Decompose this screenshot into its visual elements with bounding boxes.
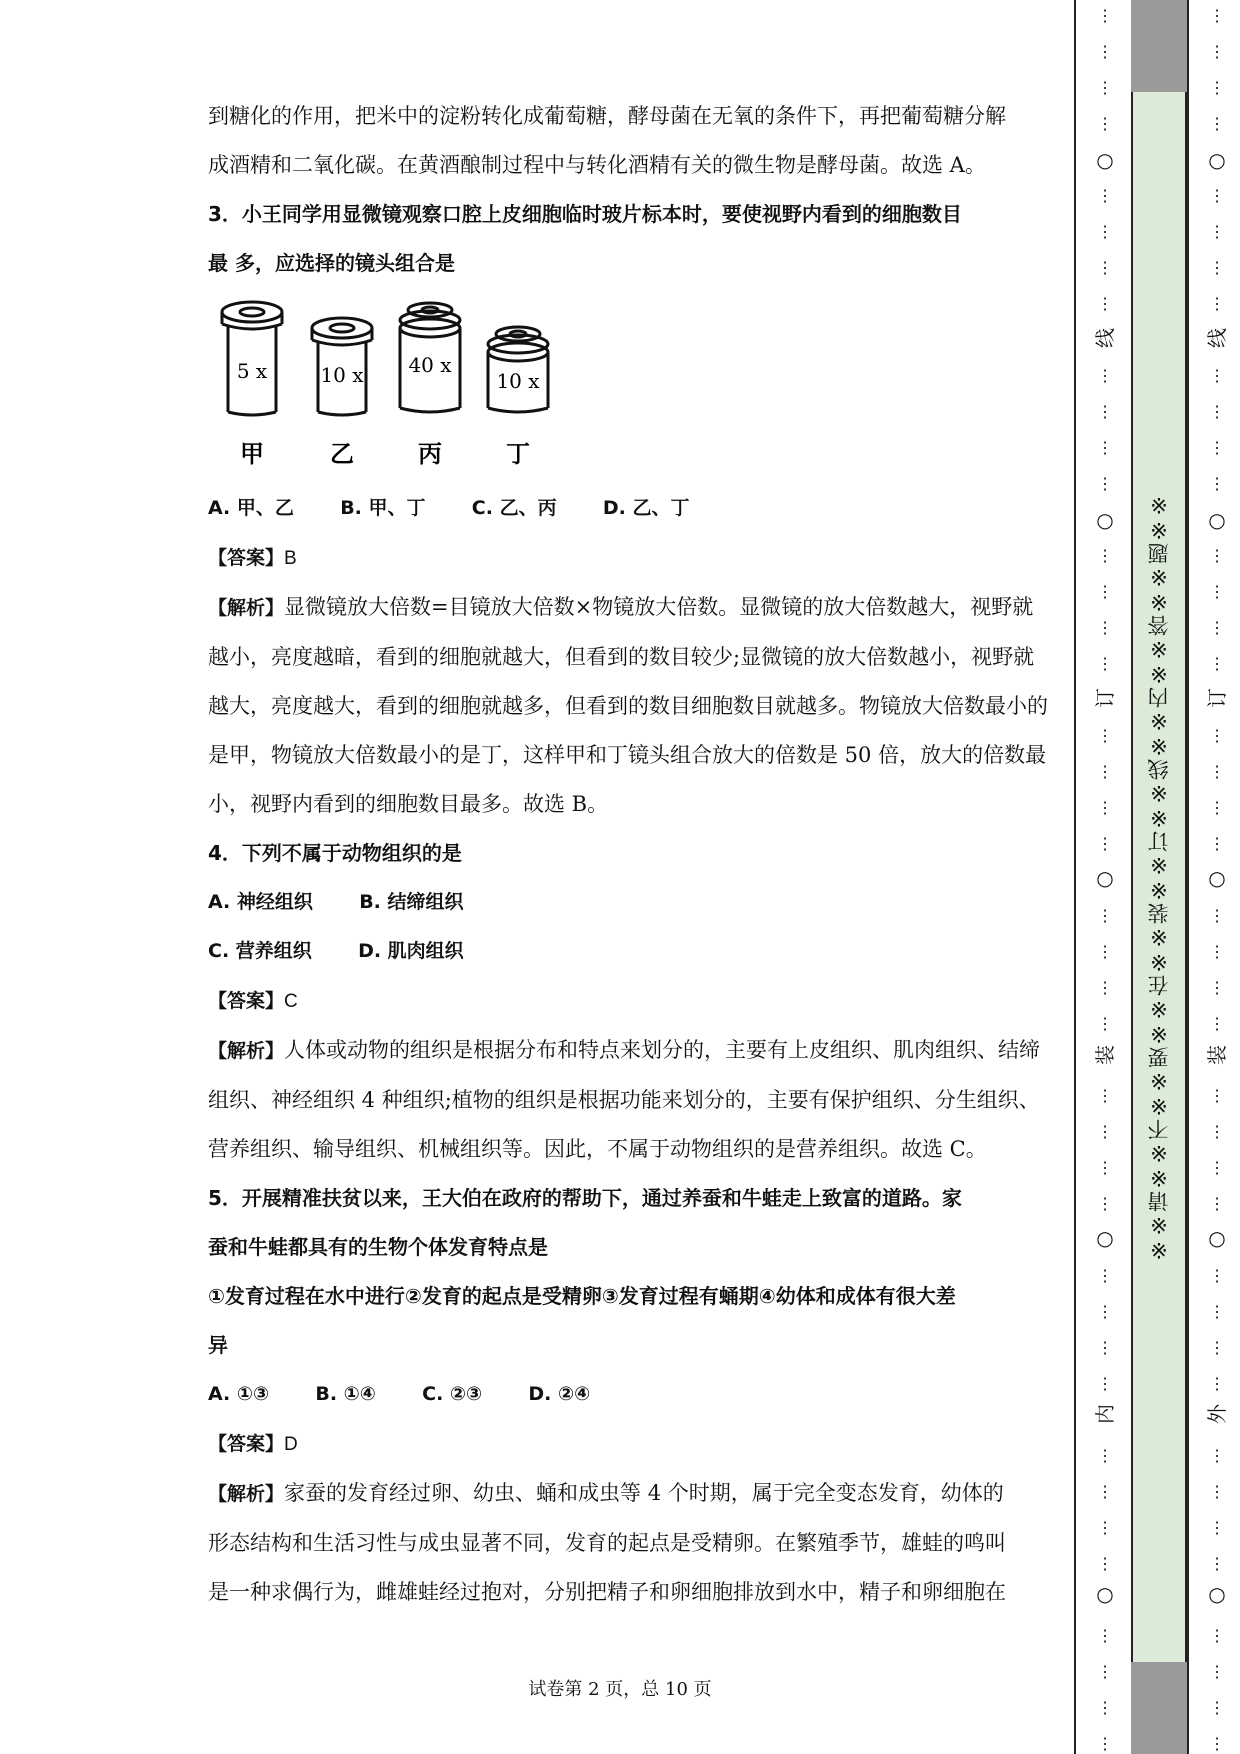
binding-inner-dots: ⋮ [1097, 1698, 1113, 1717]
binding-outer-dots: ⋮ [1209, 1374, 1225, 1393]
binding-inner-dots: ⋮ [1097, 474, 1113, 493]
binding-inner-dots: ⋮ [1097, 546, 1113, 565]
binding-outer-dots: ⋮ [1209, 1266, 1225, 1285]
binding-outer-dots: ⋮ [1209, 366, 1225, 385]
binding-outer-dots: ⋮ [1209, 186, 1225, 205]
q4-answer-value: C [284, 991, 298, 1012]
binding-inner-dots: ⋮ [1097, 294, 1113, 313]
lens-label-4: 丁 [506, 440, 530, 468]
binding-inner-dots: ⋮ [1097, 1086, 1113, 1105]
binding-outer-dots: ⋮ [1209, 978, 1225, 997]
binding-inner-label: 内 [1093, 1404, 1117, 1424]
lens-figure [212, 296, 572, 476]
binding-inner-dots: ⋮ [1097, 1518, 1113, 1537]
binding-inner-dots: ⋮ [1097, 762, 1113, 781]
q4-stem: 4．下列不属于动物组织的是 [208, 841, 462, 865]
q5-stem-3: ①发育过程在水中进行②发育的起点是受精卵③发育过程有蛹期④幼体和成体有很大差 [208, 1284, 956, 1308]
binding-inner-circle: ○ [1096, 508, 1114, 532]
binding-outer-dots: ⋮ [1209, 1698, 1225, 1717]
binding-outer-dots: ⋮ [1209, 1626, 1225, 1645]
binding-outer-dots: ⋮ [1209, 78, 1225, 97]
binding-inner-label: 装 [1093, 1045, 1117, 1065]
q5-answer-value: D [284, 1434, 298, 1455]
binding-inner-dots: ⋮ [1097, 978, 1113, 997]
binding-outer-label: 装 [1205, 1045, 1229, 1065]
binding-outer-dots: ⋮ [1209, 1158, 1225, 1177]
binding-outer-dots: ⋮ [1209, 798, 1225, 817]
intro-line-1: 到糖化的作用，把米中的淀粉转化成葡萄糖，酵母菌在无氧的条件下，再把葡萄糖分解 [208, 104, 1006, 128]
q5-analysis-2: 形态结构和生活习性与成虫显著不同，发育的起点是受精卵。在繁殖季节，雄蛙的鸣叫 [208, 1531, 1006, 1555]
q4-options-row-2: C. 营养组织 D. 肌肉组织 [208, 940, 464, 962]
binding-outer-circle: ○ [1208, 1582, 1226, 1606]
binding-inner-dots: ⋮ [1097, 1482, 1113, 1501]
binding-inner-dots: ⋮ [1097, 1194, 1113, 1213]
q5-analysis-text-1: 家蚕的发育经过卵、幼虫、蛹和成虫等 4 个时期，属于完全变态发育，幼体的 [284, 1481, 1004, 1505]
binding-outer-dots: ⋮ [1209, 294, 1225, 313]
q3-analysis [208, 583, 1048, 829]
q5-answer [208, 1419, 1048, 1469]
binding-warning-text: ※※请※※不※※要※※在※※装※※订※※线※※内※※答※※题※※ [1147, 492, 1171, 1262]
binding-outer-dots: ⋮ [1209, 906, 1225, 925]
binding-inner-dots: ⋮ [1097, 186, 1113, 205]
binding-inner-dots: ⋮ [1097, 1338, 1113, 1357]
binding-inner-dots: ⋮ [1097, 1014, 1113, 1033]
binding-outer-dots: ⋮ [1209, 1122, 1225, 1141]
binding-outer-dots: ⋮ [1209, 1302, 1225, 1321]
binding-inner-dots: ⋮ [1097, 114, 1113, 133]
binding-inner-dots: ⋮ [1097, 366, 1113, 385]
binding-outer-dots: ⋮ [1209, 1194, 1225, 1213]
binding-inner-circle: ○ [1096, 148, 1114, 172]
binding-outer-dots: ⋮ [1209, 42, 1225, 61]
lens-svg [212, 296, 572, 476]
q5-analysis-3: 是一种求偶行为，雌雄蛙经过抱对，分别把精子和卵细胞排放到水中，精子和卵细胞在 [208, 1580, 1006, 1604]
binding-outer-dots: ⋮ [1209, 726, 1225, 745]
lens-mag-1: 5 x [236, 359, 268, 383]
binding-inner-dots: ⋮ [1097, 1554, 1113, 1573]
binding-outer-dots: ⋮ [1209, 1482, 1225, 1501]
lens-label-1: 甲 [240, 440, 264, 468]
binding-outer-dots: ⋮ [1209, 1014, 1225, 1033]
binding-outer-dots: ⋮ [1209, 438, 1225, 457]
q3-stem-1: 3．小王同学用显微镜观察口腔上皮细胞临时玻片标本时，要使视野内看到的细胞数目 [208, 202, 962, 226]
binding-outer-circle: ○ [1208, 1226, 1226, 1250]
binding-outer-dots: ⋮ [1209, 1338, 1225, 1357]
q4-analysis-tag: 【解析】 [208, 1040, 285, 1062]
lens-mag-3: 40 x [408, 353, 452, 377]
page-content [208, 92, 1048, 1617]
binding-inner-dots: ⋮ [1097, 798, 1113, 817]
binding-inner-dots: ⋮ [1097, 1158, 1113, 1177]
binding-inner-dots: ⋮ [1097, 942, 1113, 961]
lens-mag-2: 10 x [320, 363, 364, 387]
binding-outer-dots: ⋮ [1209, 6, 1225, 25]
binding-inner-circle: ○ [1096, 1582, 1114, 1606]
q5-analysis-tag: 【解析】 [208, 1483, 285, 1505]
q3-options: A. 甲、乙 B. 甲、丁 C. 乙、丙 D. 乙、丁 [208, 497, 690, 519]
binding-inner-dots: ⋮ [1097, 1122, 1113, 1141]
q4-analysis [208, 1026, 1048, 1174]
binding-outer-dots: ⋮ [1209, 1662, 1225, 1681]
q3-analysis-text: 显微镜放大倍数=目镜放大倍数×物镜放大倍数。显微镜的放大倍数越大，视野就越小，亮度越暗，看到的细胞就越大，但看到的数目较少;显微镜的放大倍数越小，视野就越大，亮度越大，看到的细胞就越多，但看到的数目细胞数目就越多。物镜放大倍数最小的是甲，物镜放大倍数最小的是丁，这样甲和丁镜头组合放大的倍数是 50 倍，放大的倍数最小，视野内看到的细胞数目最多。故选 B。 [208, 595, 1048, 816]
binding-outer-dots: ⋮ [1209, 1734, 1225, 1753]
binding-outer-dots: ⋮ [1209, 546, 1225, 565]
binding-inner-dots: ⋮ [1097, 1734, 1113, 1753]
q3-stem-2: 最 多，应选择的镜头组合是 [208, 251, 455, 275]
binding-outer-dots: ⋮ [1209, 402, 1225, 421]
binding-column-inner [1090, 0, 1120, 1754]
binding-outer-dots: ⋮ [1209, 762, 1225, 781]
lens-mag-4: 10 x [496, 369, 540, 393]
binding-inner-dots: ⋮ [1097, 582, 1113, 601]
page-footer: 试卷第 2 页，总 10 页 [528, 1679, 712, 1700]
q3-answer-tag: 【答案】 [208, 547, 285, 569]
binding-outer-dots: ⋮ [1209, 1554, 1225, 1573]
binding-inner-dots: ⋮ [1097, 618, 1113, 637]
binding-inner-circle: ○ [1096, 1226, 1114, 1250]
binding-outer-dots: ⋮ [1209, 1518, 1225, 1537]
q5-stem-2: 蚕和牛蛙都具有的生物个体发育特点是 [208, 1235, 548, 1259]
binding-inner-dots: ⋮ [1097, 1662, 1113, 1681]
binding-outer-dots: ⋮ [1209, 258, 1225, 277]
binding-inner-dots: ⋮ [1097, 402, 1113, 421]
q5-answer-tag: 【答案】 [208, 1433, 285, 1455]
binding-inner-dots: ⋮ [1097, 1266, 1113, 1285]
binding-outer-dots: ⋮ [1209, 834, 1225, 853]
q4-answer [208, 976, 1048, 1026]
binding-line-2 [1187, 0, 1189, 1754]
binding-band-top [1131, 0, 1187, 92]
binding-outer-circle: ○ [1208, 866, 1226, 890]
binding-inner-dots: ⋮ [1097, 1374, 1113, 1393]
binding-column-outer [1202, 0, 1232, 1754]
binding-outer-circle: ○ [1208, 508, 1226, 532]
q3-answer-value: B [284, 548, 297, 569]
binding-inner-dots: ⋮ [1097, 42, 1113, 61]
binding-outer-dots: ⋮ [1209, 942, 1225, 961]
lens-label-3: 丙 [418, 440, 442, 468]
binding-outer-dots: ⋮ [1209, 222, 1225, 241]
q5-stem-1: 5．开展精准扶贫以来，王大伯在政府的帮助下，通过养蚕和牛蛙走上致富的道路。家 [208, 1186, 962, 1210]
binding-inner-label: 线 [1093, 328, 1117, 348]
binding-band-bottom [1131, 1662, 1187, 1754]
binding-line-1 [1074, 0, 1076, 1754]
lens-label-2: 乙 [330, 440, 354, 468]
binding-outer-dots: ⋮ [1209, 618, 1225, 637]
binding-inner-dots: ⋮ [1097, 1302, 1113, 1321]
binding-inner-dots: ⋮ [1097, 438, 1113, 457]
q5-options: A. ①③ B. ①④ C. ②③ D. ②④ [208, 1383, 591, 1405]
binding-inner-dots: ⋮ [1097, 78, 1113, 97]
binding-inner-label: 订 [1093, 688, 1117, 708]
q4-options-row-1: A. 神经组织 B. 结缔组织 [208, 891, 464, 913]
binding-inner-dots: ⋮ [1097, 906, 1113, 925]
q4-answer-tag: 【答案】 [208, 990, 285, 1012]
binding-outer-label: 订 [1205, 688, 1229, 708]
binding-outer-dots: ⋮ [1209, 114, 1225, 133]
binding-outer-dots: ⋮ [1209, 1086, 1225, 1105]
binding-inner-dots: ⋮ [1097, 1446, 1113, 1465]
binding-inner-dots: ⋮ [1097, 222, 1113, 241]
binding-outer-dots: ⋮ [1209, 654, 1225, 673]
binding-outer-dots: ⋮ [1209, 1446, 1225, 1465]
binding-outer-label: 外 [1205, 1404, 1229, 1424]
binding-inner-dots: ⋮ [1097, 258, 1113, 277]
binding-outer-circle: ○ [1208, 148, 1226, 172]
binding-inner-dots: ⋮ [1097, 6, 1113, 25]
binding-warning [1131, 92, 1187, 1662]
binding-inner-dots: ⋮ [1097, 834, 1113, 853]
binding-outer-label: 线 [1205, 328, 1229, 348]
q3-analysis-tag: 【解析】 [208, 597, 285, 619]
binding-outer-dots: ⋮ [1209, 474, 1225, 493]
intro-line-2: 成酒精和二氧化碳。在黄酒酿制过程中与转化酒精有关的微生物是酵母菌。故选 A。 [208, 153, 986, 177]
binding-inner-dots: ⋮ [1097, 654, 1113, 673]
q5-stem-4: 异 [208, 1333, 228, 1357]
q5-analysis-1 [208, 1469, 1048, 1519]
q4-analysis-text: 人体或动物的组织是根据分布和特点来划分的，主要有上皮组织、肌肉组织、结缔组织、神经组织 4 种组织;植物的组织是根据功能来划分的，主要有保护组织、分生组织、营养组织、输导组织、机械组织等。因此，不属于动物组织的是营养组织。故选 C。 [208, 1038, 1041, 1161]
binding-inner-circle: ○ [1096, 866, 1114, 890]
binding-inner-dots: ⋮ [1097, 726, 1113, 745]
binding-outer-dots: ⋮ [1209, 582, 1225, 601]
q3-answer [208, 533, 1048, 583]
binding-inner-dots: ⋮ [1097, 1626, 1113, 1645]
